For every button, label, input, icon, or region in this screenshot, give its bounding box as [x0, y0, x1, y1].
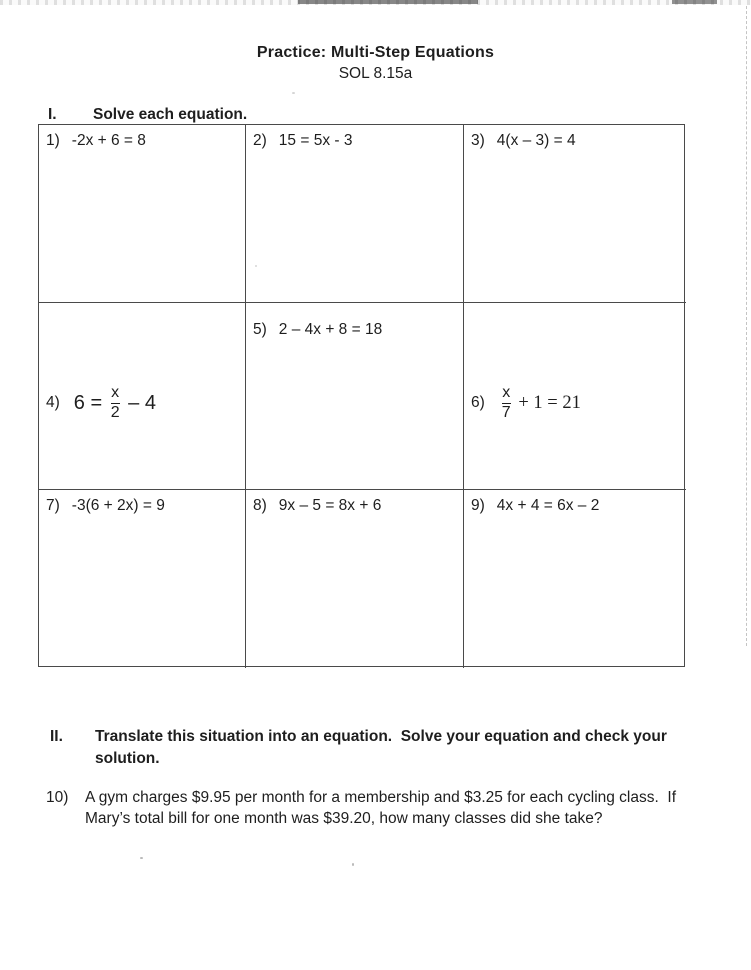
equation-text: 4(x – 3) = 4: [496, 132, 576, 149]
problem-number: 7): [46, 497, 60, 514]
problem-number: 2): [253, 132, 267, 149]
fraction-denominator: 7: [501, 403, 511, 421]
equation-suffix: – 4: [122, 391, 156, 414]
fraction: [499, 385, 514, 422]
problem-number: 8): [253, 497, 267, 514]
equation-cell-3: [464, 125, 686, 303]
scan-speck: [292, 92, 295, 94]
section-1-heading: [48, 106, 247, 124]
equation-text: 2 – 4x + 8 = 18: [278, 321, 383, 338]
section-2-heading: [50, 726, 710, 770]
equation-text: 15 = 5x - 3: [278, 132, 353, 149]
word-problem-10: [46, 787, 716, 829]
equation-cell-8: [246, 490, 464, 668]
fraction-denominator: 2: [110, 403, 120, 421]
problem-number: 1): [46, 132, 60, 149]
equation-table: [38, 124, 685, 667]
fraction-numerator: x: [502, 383, 511, 401]
section-2-heading-text: Translate this situation into an equation. Solve your equation and check your solution.: [95, 728, 672, 767]
worksheet-header: [0, 44, 751, 83]
equation-cell-9: [464, 490, 686, 668]
page-subtitle: SOL 8.15a: [338, 65, 413, 82]
equation-cell-1: [39, 125, 246, 303]
equation-text: -2x + 6 = 8: [71, 132, 146, 149]
equation-text: 9x – 5 = 8x + 6: [278, 497, 382, 514]
equation-text: -3(6 + 2x) = 9: [71, 497, 165, 514]
equation-prefix: 6 =: [73, 391, 108, 414]
equation-cell-4: [39, 303, 246, 490]
equation-cell-7: [39, 490, 246, 668]
scan-speck: [352, 863, 354, 866]
equation-suffix: + 1 = 21: [513, 392, 581, 413]
section-2-numeral: II.: [50, 728, 63, 745]
problem-number: 9): [471, 497, 485, 514]
fraction-numerator: x: [111, 383, 120, 401]
page-title: Practice: Multi-Step Equations: [256, 44, 495, 61]
scan-noise-top-dark-segment: [672, 0, 717, 4]
problem-number: 3): [471, 132, 485, 149]
scan-noise-top-dark-segment: [298, 0, 478, 4]
equation-cell-5: [246, 303, 464, 490]
problem-number: 10): [46, 789, 69, 806]
scan-artifact-right-edge: [746, 6, 747, 646]
section-1-heading-text: Solve each equation.: [93, 106, 248, 123]
equation-cell-6: [464, 303, 686, 490]
fraction: [108, 385, 123, 422]
problem-number: 5): [253, 321, 267, 338]
scan-speck: [140, 857, 143, 859]
equation-text: 4x + 4 = 6x – 2: [496, 497, 600, 514]
problem-number: 4): [46, 394, 60, 411]
equation-cell-2: [246, 125, 464, 303]
section-1-numeral: I.: [48, 106, 57, 123]
word-problem-text: A gym charges $9.95 per month for a membership and $3.25 for each cycling class. If Mary’s total bill for one month was $39.20, how many classes did she take?: [85, 789, 681, 827]
problem-number: 6): [471, 394, 485, 411]
